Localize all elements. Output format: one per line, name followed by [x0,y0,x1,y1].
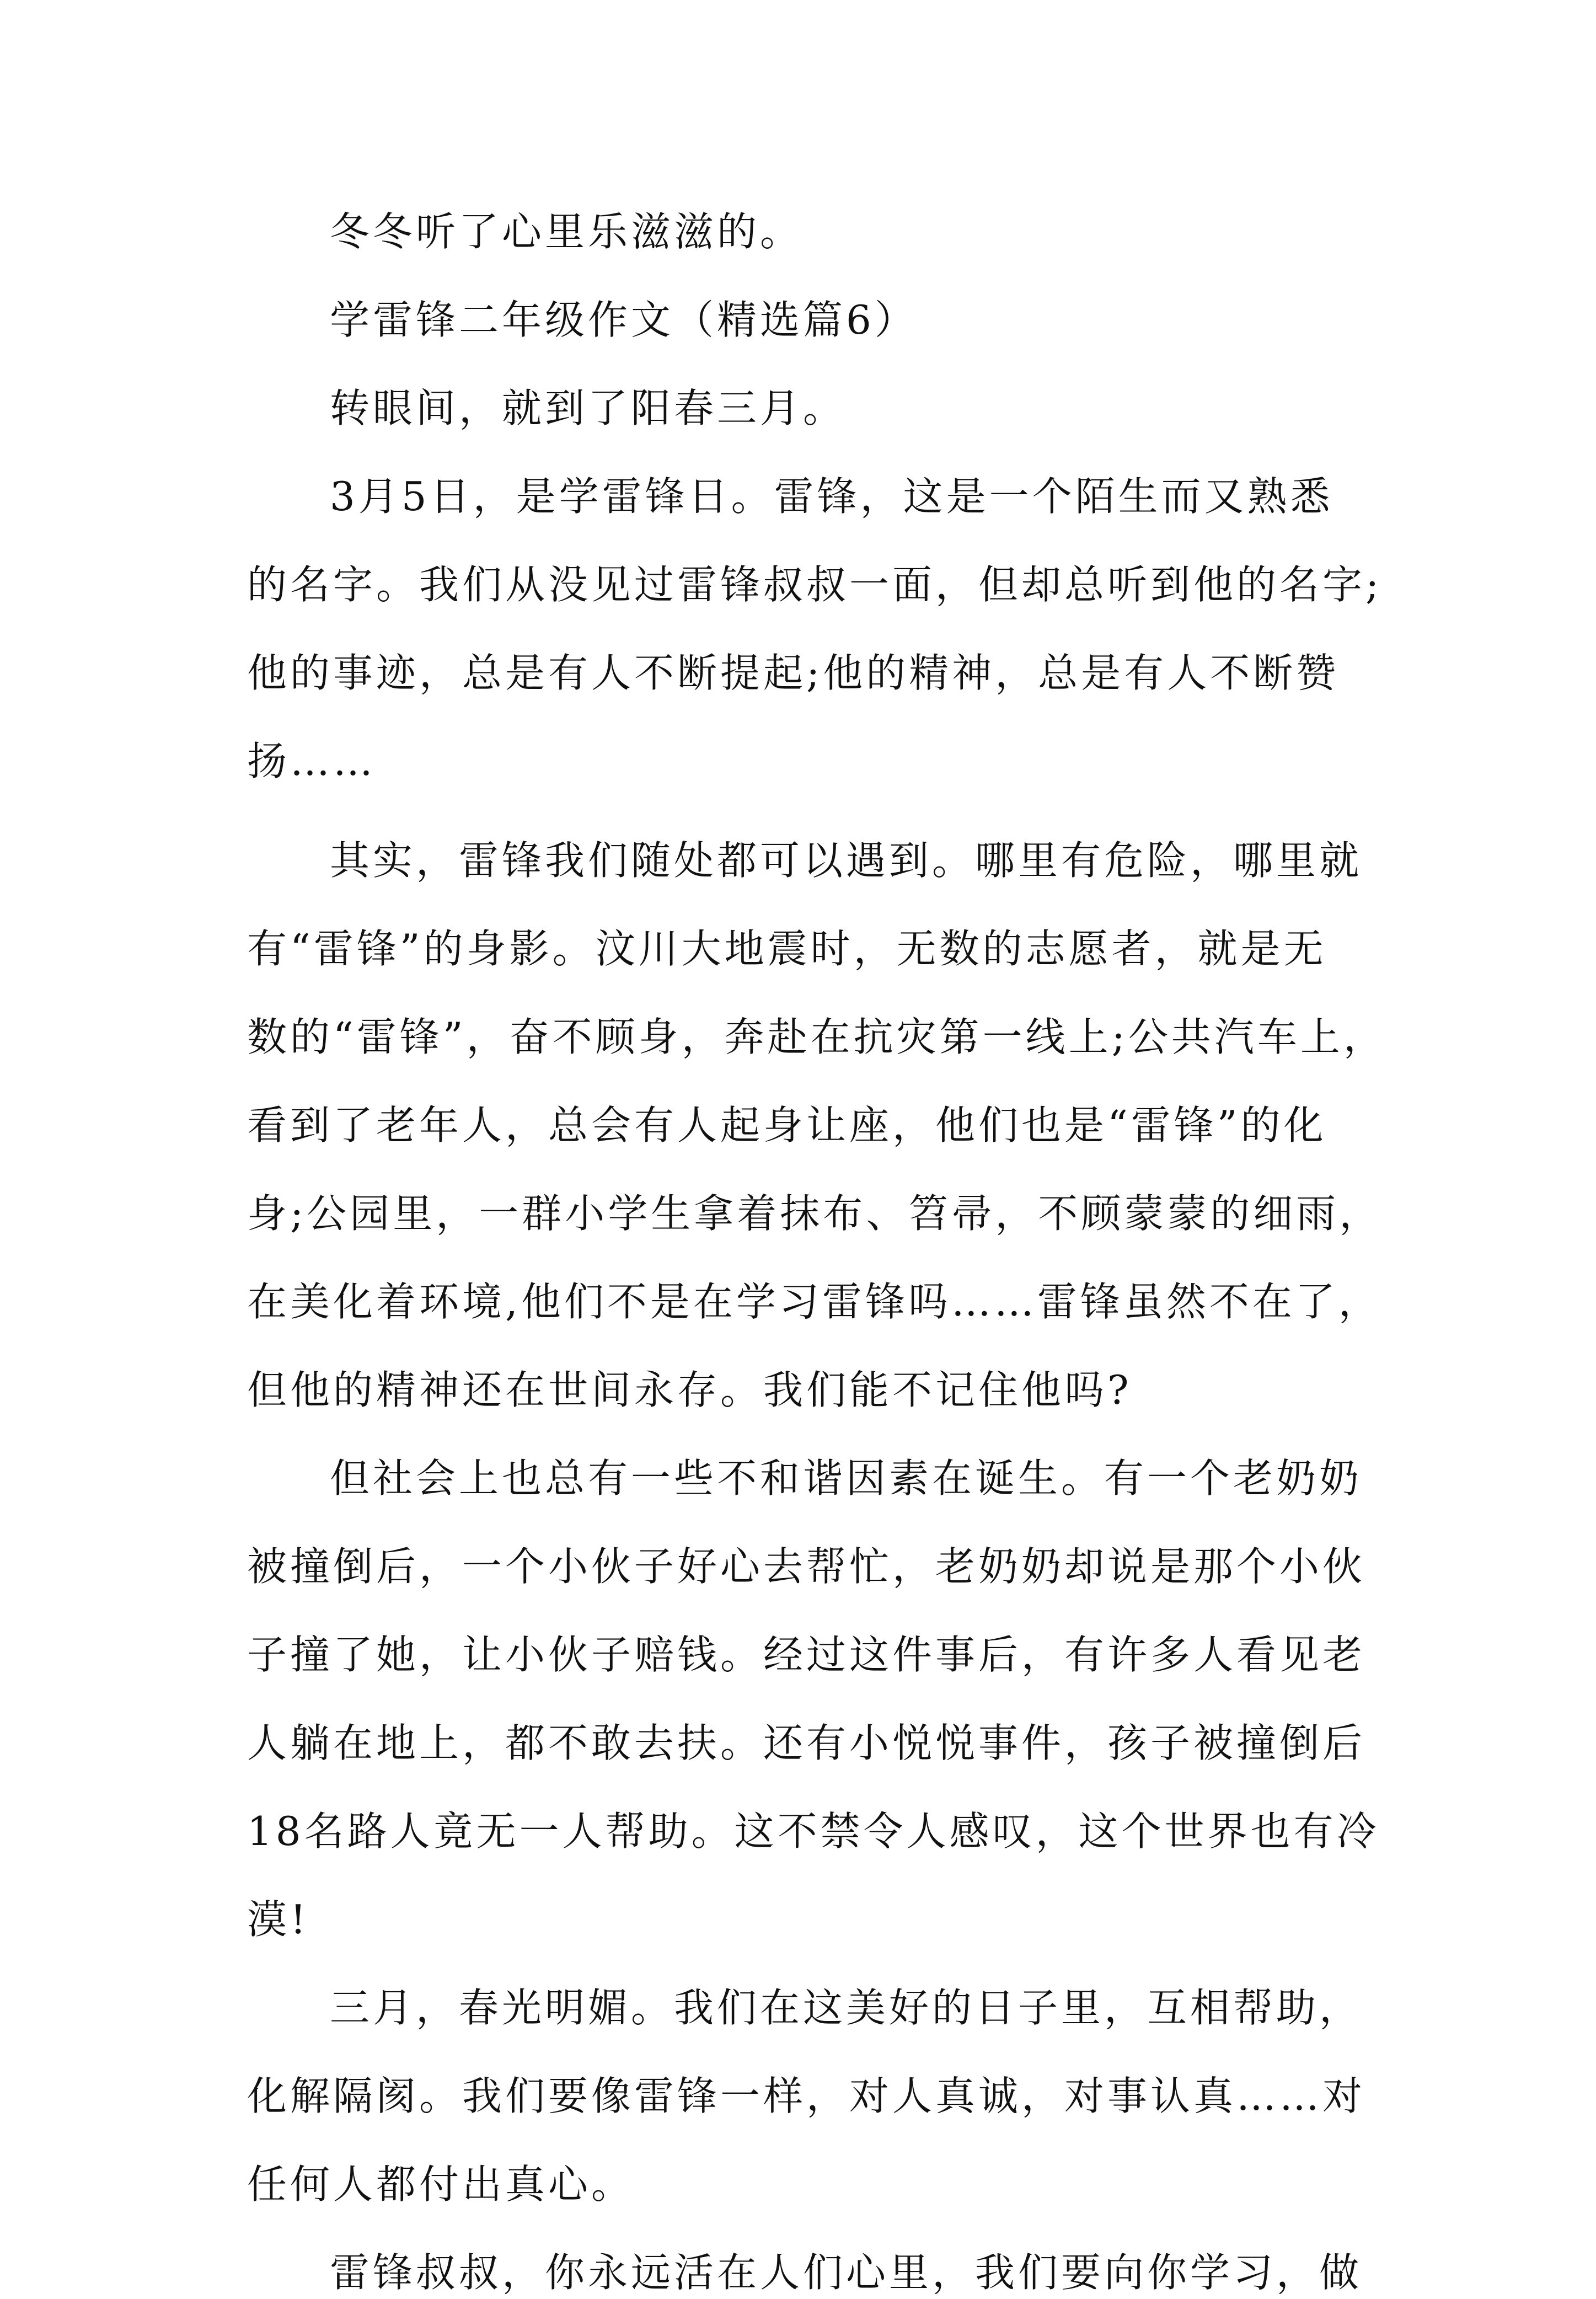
paragraph-line: 身;公园里，一群小学生拿着抹布、笤帚，不顾蒙蒙的细雨， [247,1190,1383,1237]
paragraph-line: 人躺在地上，都不敢去扶。还有小悦悦事件，孩子被撞倒后 [247,1720,1366,1766]
paragraph-line: 冬冬听了心里乐滋滋的。 [330,208,804,255]
paragraph-line: 有“雷锋”的身影。汶川大地震时，无数的志愿者，就是无 [247,926,1327,972]
paragraph-line: 的名字。我们从没见过雷锋叔叔一面，但却总听到他的名字; [247,562,1383,608]
paragraph-line: 但他的精神还在世间永存。我们能不记住他吗? [247,1367,1132,1413]
paragraph-line: 漠! [247,1896,309,1943]
paragraph-line: 被撞倒后，一个小伙子好心去帮忙，老奶奶却说是那个小伙 [247,1543,1366,1590]
paragraph-line: 子撞了她，让小伙子赔钱。经过这件事后，有许多人看见老 [247,1632,1366,1678]
paragraph-line: 三月，春光明媚。我们在这美好的日子里，互相帮助， [330,1985,1363,2031]
paragraph-line: 任何人都付出真心。 [247,2161,635,2207]
paragraph-line: 转眼间，就到了阳春三月。 [330,385,847,431]
paragraph-line: 数的“雷锋”，奋不顾身，奔赴在抗灾第一线上;公共汽车上， [247,1014,1386,1060]
paragraph-line: 但社会上也总有一些不和谐因素在诞生。有一个老奶奶 [330,1455,1363,1501]
paragraph-line: 化解隔阂。我们要像雷锋一样，对人真诚，对事认真……对 [247,2073,1366,2119]
essay-title: 学雷锋二年级作文（精选篇6） [330,297,918,343]
paragraph-line: 雷锋叔叔，你永远活在人们心里，我们要向你学习，做 [330,2249,1363,2296]
paragraph-line: 看到了老年人，总会有人起身让座，他们也是“雷锋”的化 [247,1102,1327,1148]
paragraph-line: 18名路人竟无一人帮助。这不禁令人感叹，这个世界也有冷 [247,1808,1380,1854]
paragraph-line: 他的事迹，总是有人不断提起;他的精神，总是有人不断赞 [247,650,1340,696]
paragraph-line: 3月5日，是学雷锋日。雷锋，这是一个陌生而又熟悉 [330,473,1333,520]
paragraph-line: 扬…… [247,738,377,784]
paragraph-line: 其实，雷锋我们随处都可以遇到。哪里有危险，哪里就 [330,837,1363,884]
paragraph-line: 在美化着环境,他们不是在学习雷锋吗……雷锋虽然不在了， [247,1279,1381,1325]
